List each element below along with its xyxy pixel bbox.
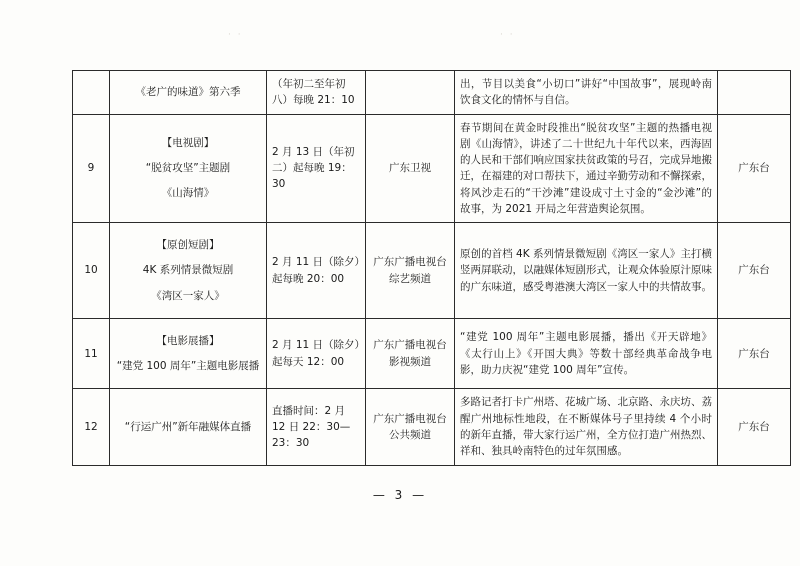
cell-description: 春节期间在黄金时段推出“脱贫攻坚”主题的热播电视剧《山海情》，讲述了二十世纪九十年代以来，西海固的人民和干部们响应国家扶贫政策的号召，完成异地搬迁，在福建的对口帮扶下，通过辛勤劳动和不懈探索，将风沙走石的“干沙滩”建设成寸土寸金的“金沙滩”的故事，为 2021 开局之年营造舆论氛围。 bbox=[455, 114, 718, 223]
program-name-line: “建党 100 周年”主题电影展播 bbox=[116, 360, 260, 373]
cell-channel bbox=[366, 71, 455, 115]
cell-no: 9 bbox=[73, 114, 110, 223]
program-name-line: 《山海情》 bbox=[161, 187, 215, 200]
cell-organizer: 广东台 bbox=[718, 318, 791, 389]
scan-artifact-left: · · bbox=[228, 30, 243, 40]
cell-time: （年初二至年初八）每晚 21：10 bbox=[267, 71, 366, 115]
program-name-line: 【电视剧】 bbox=[161, 136, 215, 149]
cell-name bbox=[110, 223, 267, 319]
program-name-line: 【原创短剧】 bbox=[156, 239, 220, 252]
program-name-line: 【电影展播】 bbox=[156, 334, 220, 347]
table-row bbox=[73, 223, 791, 319]
cell-name bbox=[110, 318, 267, 389]
program-name-line: 《老广的味道》第六季 bbox=[135, 86, 241, 99]
table-row bbox=[73, 389, 791, 465]
cell-description: 多路记者打卡广州塔、花城广场、北京路、永庆坊、荔醒广州地标性地段，在不断媒体号子里持续 4 个小时的新年直播，带大家行运广州，全方位打造广州热烈、祥和、独具岭南特色的过年氛围感。 bbox=[455, 389, 718, 465]
cell-description: “建党 100 周年”主题电影展播，播出《开天辟地》《太行山上》《开国大典》等数十部经典革命战争电影，助力庆祝“建党 100 周年”宣传。 bbox=[455, 318, 718, 389]
cell-organizer: 广东台 bbox=[718, 223, 791, 319]
cell-no bbox=[73, 71, 110, 115]
cell-name bbox=[110, 389, 267, 465]
table-row bbox=[73, 114, 791, 223]
page-number: — 3 — bbox=[372, 488, 428, 502]
program-name-line: 4K 系列情景微短剧 bbox=[142, 264, 234, 277]
program-name-line: “行运广州”新年融媒体直播 bbox=[124, 420, 252, 433]
program-name-line: “脱贫攻坚”主题剧 bbox=[145, 162, 231, 175]
cell-time: 2 月 11 日（除夕）起每天 12：00 bbox=[267, 318, 366, 389]
cell-channel: 广东卫视 bbox=[366, 114, 455, 223]
cell-organizer: 广东台 bbox=[718, 389, 791, 465]
cell-time: 2 月 13 日（年初二）起每晚 19：30 bbox=[267, 114, 366, 223]
cell-time: 直播时间：2 月 12 日 22：30—23：30 bbox=[267, 389, 366, 465]
cell-no: 12 bbox=[73, 389, 110, 465]
cell-channel: 广东广播电视台综艺频道 bbox=[366, 223, 455, 319]
cell-no: 10 bbox=[73, 223, 110, 319]
cell-channel: 广东广播电视台影视频道 bbox=[366, 318, 455, 389]
table-row bbox=[73, 318, 791, 389]
cell-organizer bbox=[718, 71, 791, 115]
cell-description: 出，节目以美食“小切口”讲好“中国故事”，展现岭南饮食文化的情怀与自信。 bbox=[455, 71, 718, 115]
table-row bbox=[73, 71, 791, 115]
cell-no: 11 bbox=[73, 318, 110, 389]
cell-time: 2 月 11 日（除夕）起每晚 20：00 bbox=[267, 223, 366, 319]
cell-name bbox=[110, 114, 267, 223]
program-name-line: 《湾区一家人》 bbox=[151, 289, 225, 302]
scan-artifact-right: · · bbox=[500, 30, 515, 40]
program-schedule-table bbox=[72, 70, 791, 466]
cell-organizer: 广东台 bbox=[718, 114, 791, 223]
cell-description: 原创的首档 4K 系列情景微短剧《湾区一家人》主打横竖两屏联动，以融媒体短剧形式，让观众体验原汁原味的广东味道，感受粤港澳大湾区一家人中的共情故事。 bbox=[455, 223, 718, 319]
cell-name bbox=[110, 71, 267, 115]
cell-channel: 广东广播电视台公共频道 bbox=[366, 389, 455, 465]
